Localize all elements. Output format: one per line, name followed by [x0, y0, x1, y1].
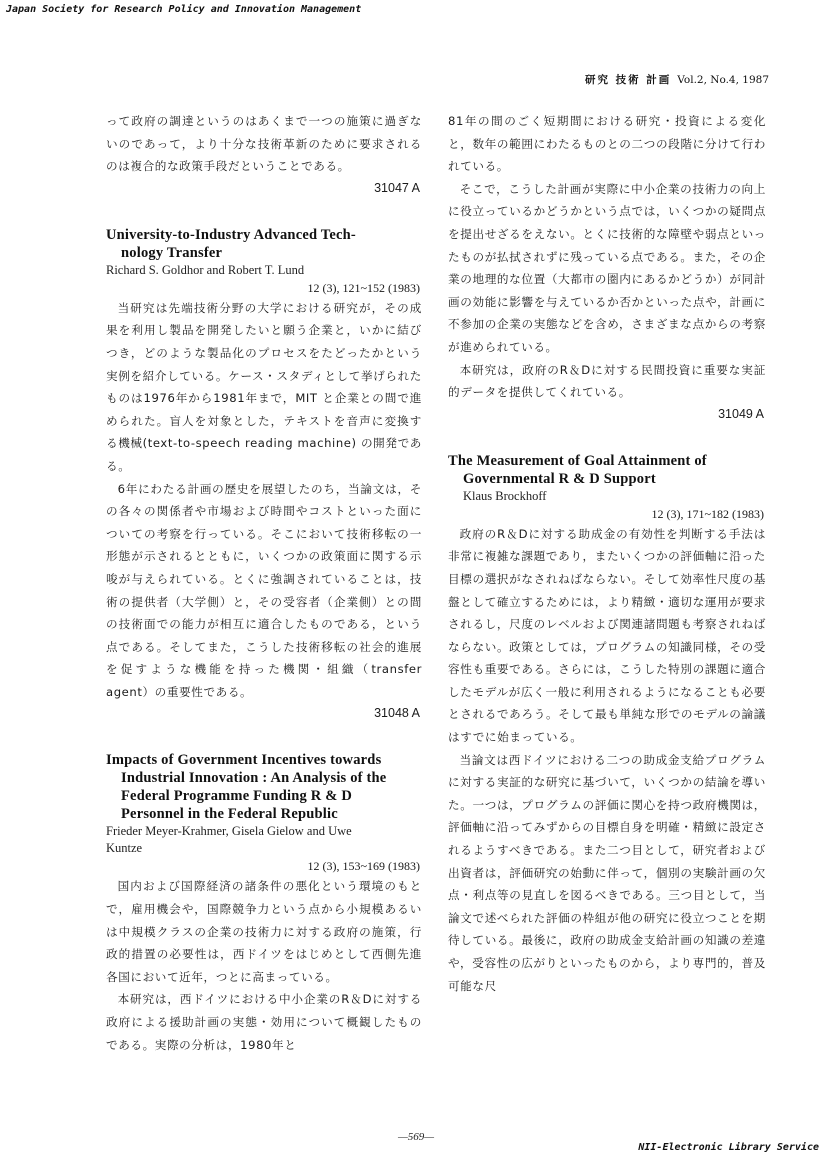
article-entry [106, 226, 422, 724]
article-title-line: nology Transfer [121, 244, 223, 261]
right-column [448, 110, 766, 997]
article-title-line: Industrial Innovation : An Analysis of the [121, 770, 387, 787]
continued-paragraph: そこで，こうした計画が実際に中小企業の技術力の向上に役立っているかどうかという点では，いくつかの疑問点を提出せざるをえない。とくに技術的な障壁や弱点といったものが払拭されずに残っている点である。また，その企業の地理的な位置（大都市の圏内にあるかどうか）が同計画の効能に影響を与えているか否かといった点や，計画に不参加の企業の実態などを含め，さまざまな点からの考察が進められている。 [448, 181, 766, 354]
page-number: —569— [398, 1131, 435, 1143]
journal-volume: Vol.2, No.4, 1987 [677, 74, 769, 86]
article-paragraph: 当論文は西ドイツにおける二つの助成金支給プログラムに対する実証的な研究に基づいて，いくつかの結論を導いた。一つは，プログラムの評価に関心を持つ政府機関は，評価軸に沿ってみずからの目標自身を明確・精緻に設定されるようすべきである。また二つ目として，研究者および出資者は，評価研究の始動に伴って，個別の実験計画の欠点・利点等の見直しを図るべきである。三つ目として，当論文で述べられた評価の枠組が他の研究に役立つことを期待している。最後に，政府の助成金支給計画の知識の差違や，受容性の広がりといったものから，より専門的，普及可能な尺 [448, 752, 766, 993]
continued-paragraph: 本研究は，政府のR＆Dに対する民間投資に重要な実証的データを提供してくれている。 [448, 362, 766, 400]
article-citation: 12 (3), 121~152 (1983) [307, 280, 420, 295]
article-authors-line: Klaus Brockhoff [463, 488, 547, 503]
article-paragraph: 当研究は先端技術分野の大学における研究が，その成果を利用し製品を開発したいと願う企業と，いかに結びつき，どのような製品化のプロセスをたどったかという実例を紹介している。ケース・スタディとして挙げられたものは1976年から1981年まで，MIT と企業との間で進められた。盲人を対象とした，テキストを音声に変換する機械(text-to-speech reading machine) の開発である。 [106, 300, 422, 473]
article-title-line: Federal Programme Funding R & D [121, 788, 353, 805]
article-citation: 12 (3), 153~169 (1983) [307, 859, 420, 874]
article-authors [106, 823, 422, 857]
article-paragraph: 本研究は，西ドイツにおける中小企業のR＆Dに対する政府による援助計画の実態・効用について概観したものである。実際の分析は，1980年と [106, 992, 422, 1052]
reference-number: 31048 A [374, 706, 420, 721]
article-entry [106, 751, 422, 1056]
library-service-banner: NII-Electronic Library Service [638, 1142, 819, 1153]
article-authors [448, 488, 766, 505]
reference-number: 31047 A [374, 180, 420, 195]
journal-title-jp: 研究 技術 計画 [584, 74, 672, 86]
article-paragraph: 6年にわたる計画の歴史を展望したのち，当論文は，その各々の関係者や市場および時間やコストといった面についての考察を行っている。そこにおいて技術移転の一形態が示されるとともに，いくつかの政策面に関する示唆が与えられている。とくに強調されていることは，技術の提供者（大学側）と，その受容者（企業側）との間の技術面での能力が相互に適合したものである，という点である。そしてまた，こうした技術移転の社会的進展を促すような機能を持った機関・組織（transfer agent）の重要性である。 [106, 481, 422, 699]
article-title-line: The Measurement of Goal Attainment of [448, 452, 707, 469]
article-title-line: Personnel in the Federal Republic [121, 806, 338, 823]
article-title [106, 226, 422, 262]
article-title-line: Governmental R & D Support [463, 470, 656, 487]
continued-paragraph: 81年の間のごく短期間における研究・投資による変化と，数年の範囲にわたるものとの二つの段階に分けて行われている。 [448, 114, 766, 174]
article-paragraph: 国内および国際経済の諸条件の悪化という環境のもとで，雇用機会や，国際競争力という点から小規模あるいは中規模クラスの企業の技術力に対する政府の施策，行政的措置の必要性は，西ドイツをはじめとして西側先進各国において近年，つとに高まっている。 [106, 879, 422, 984]
article-entry [448, 452, 766, 997]
article-authors-line: Frieder Meyer-Krahmer, Gisela Gielow and Uwe [106, 824, 352, 839]
article-paragraph: 政府のR＆Dに対する助成金の有効性を判断する手法は非常に複雑な課題であり，またいくつかの評価軸に沿った目標の選択がなされねばならない。そして効率性尺度の基盤として確立するためには，より精緻・適切な運用が要求されるし，尺度のレベルおよび関連諸問題も考察されねばならない。政策としては，プログラムの知識同様，その受容性も重要である。さらには，こうした特別の課題に適合したモデルが広く一般に利用されるようになることも必要とされるであろう。そして最も単純な形でのモデルの論議はすでに始まっている。 [448, 526, 766, 745]
reference-number: 31049 A [718, 406, 764, 421]
article-title [448, 452, 766, 488]
article-title [106, 751, 422, 823]
left-column [106, 110, 422, 1056]
society-banner: Japan Society for Research Policy and Innovation Management [6, 4, 362, 15]
article-authors-line: Kuntze [106, 841, 143, 856]
article-authors: Richard S. Goldhor and Robert T. Lund [106, 262, 305, 277]
article-citation: 12 (3), 171~182 (1983) [651, 506, 764, 521]
journal-header [585, 72, 769, 87]
intro-paragraph: って政府の調達というのはあくまで一つの施策に過ぎないのであって，より十分な技術革新のために要求されるのは複合的な政策手段だということである。 [106, 114, 422, 174]
article-title-line: Impacts of Government Incentives towards [106, 752, 382, 769]
article-title-line: University-to-Industry Advanced Tech- [106, 226, 356, 243]
